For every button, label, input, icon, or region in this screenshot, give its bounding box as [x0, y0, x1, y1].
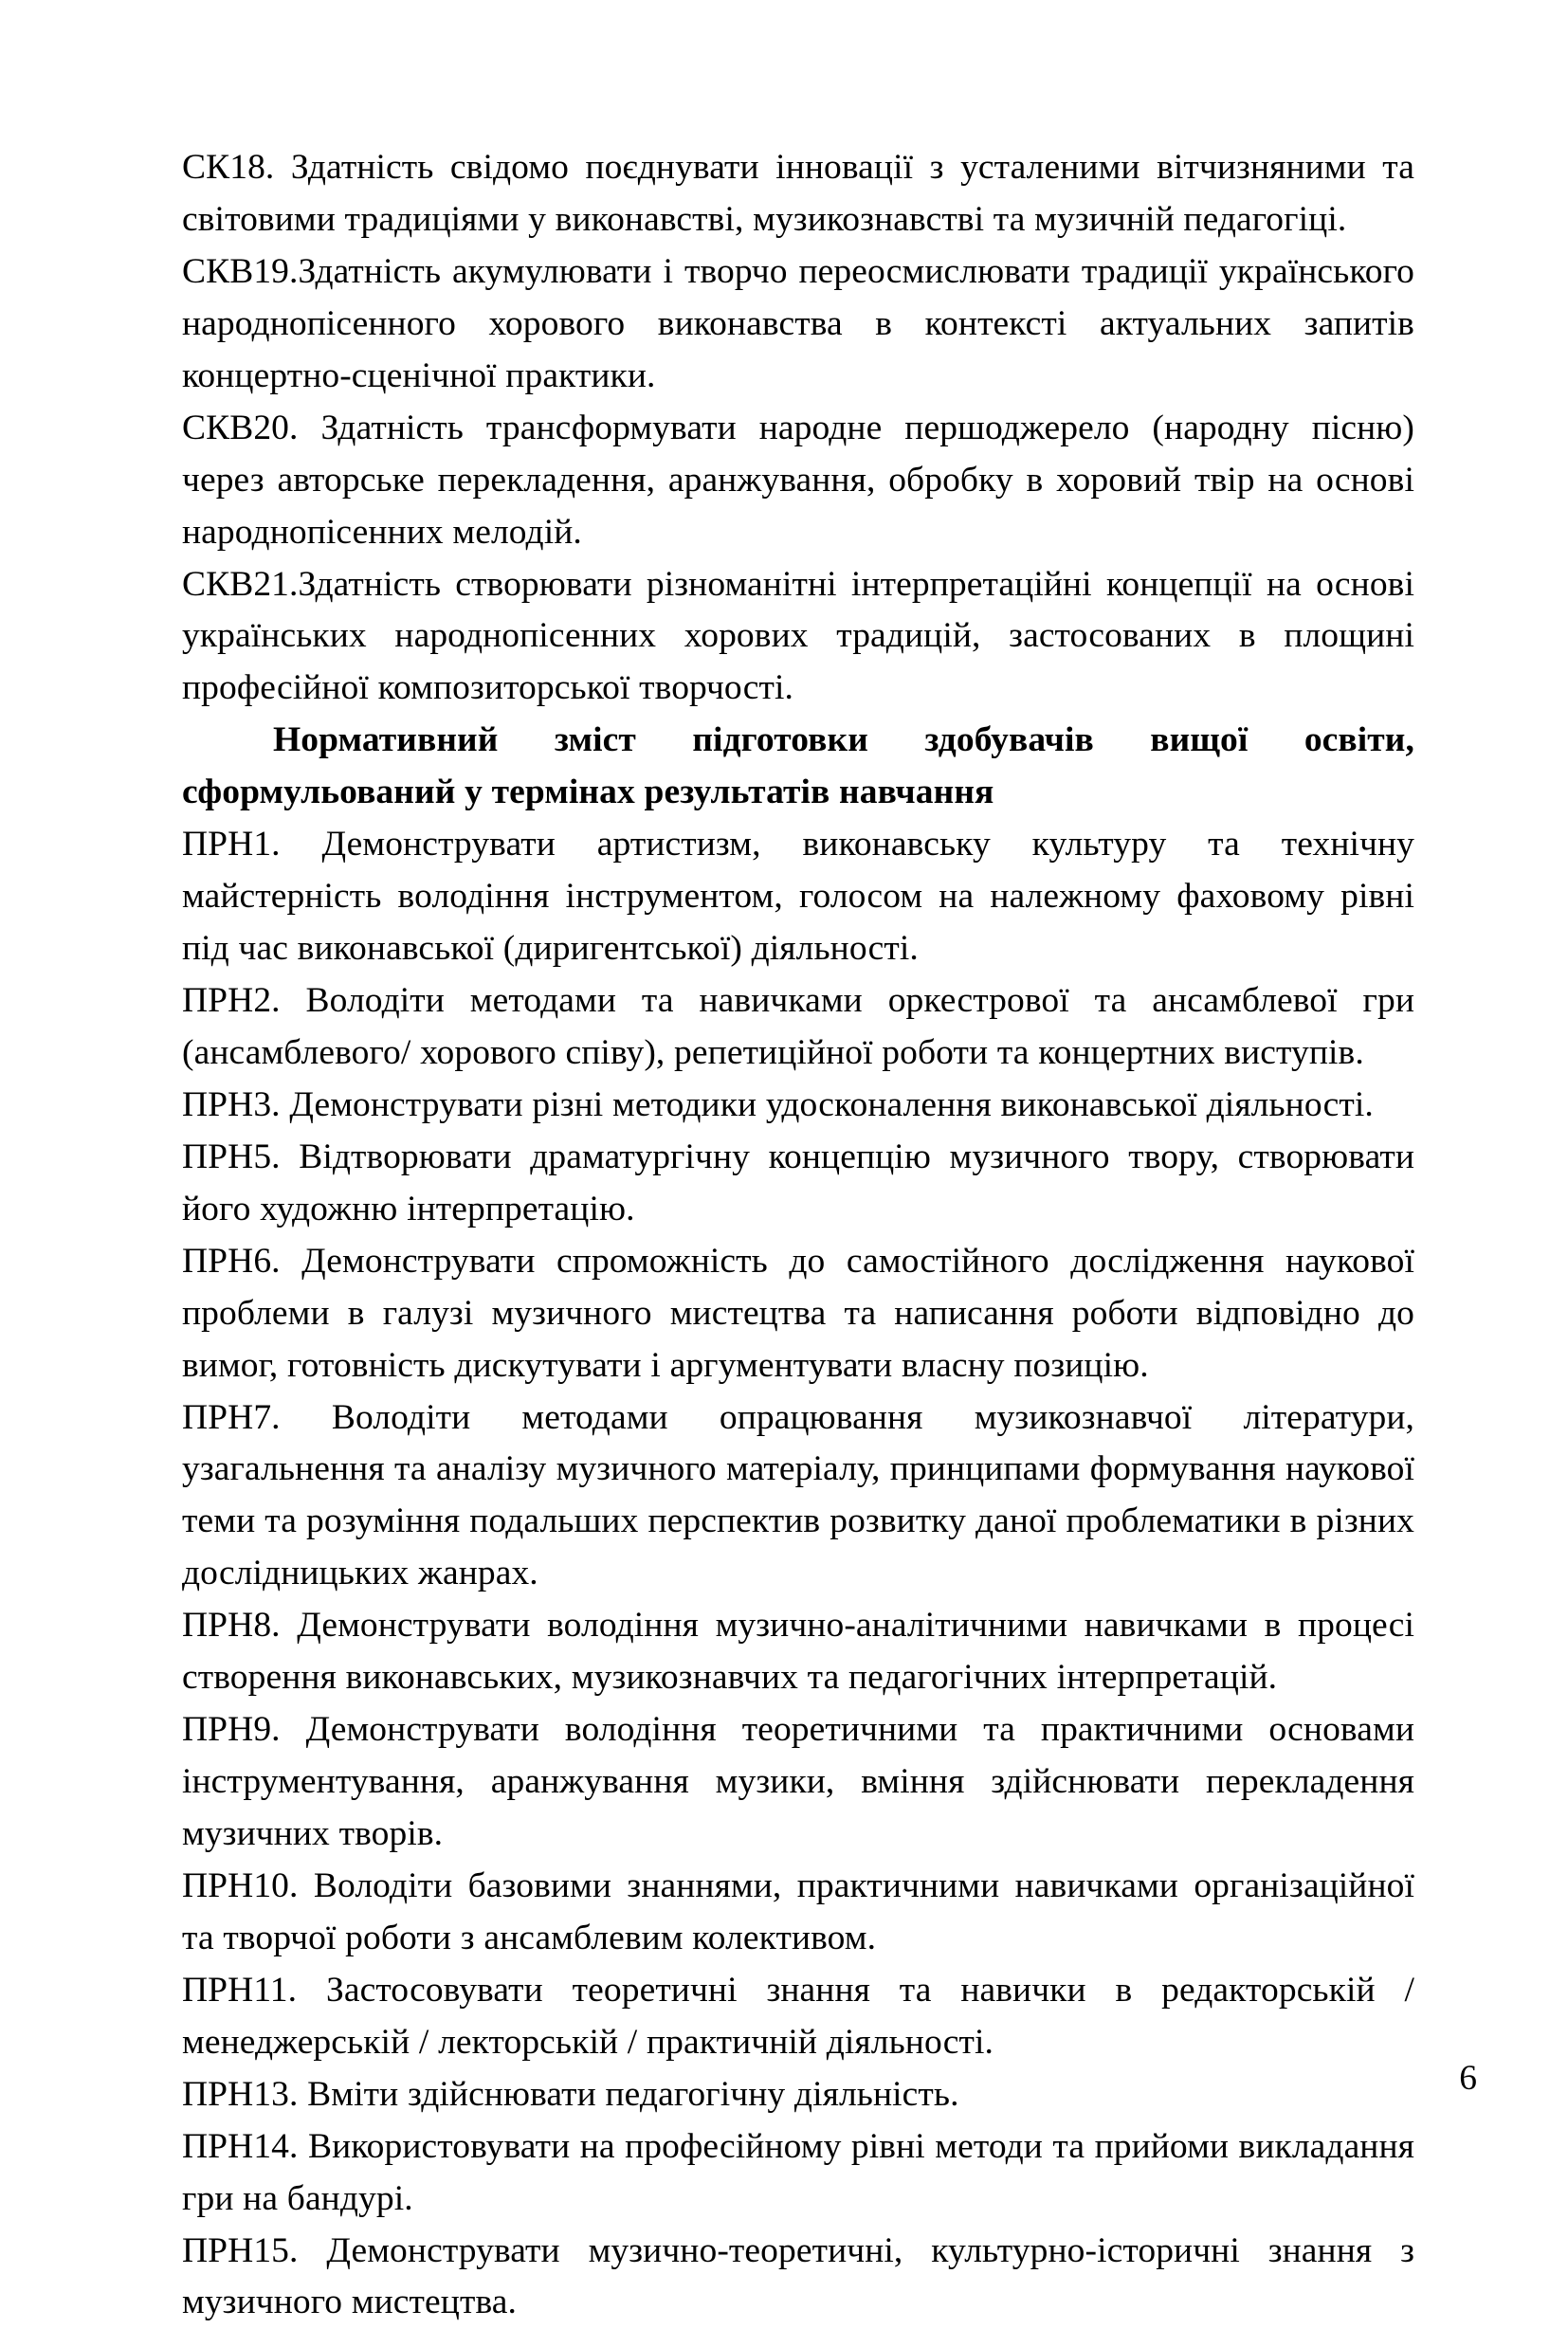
- section-heading-normative-content: Нормативний зміст підготовки здобувачів вищої освіти, сформульований у термінах результатів навчання: [182, 715, 1414, 819]
- learning-outcome-prn10: ПРН10. Володіти базовими знаннями, практичними навичками організаційної та творчої роботи з ансамблевим колективом.: [182, 1861, 1414, 1965]
- learning-outcome-prn9: ПРН9. Демонструвати володіння теоретичними та практичними основами інструментування, аранжування музики, вміння здійснювати перекладення музичних творів.: [182, 1704, 1414, 1861]
- learning-outcome-prn11: ПРН11. Застосовувати теоретичні знання та навички в редакторській / менеджерській / лекторській / практичній діяльності.: [182, 1965, 1414, 2069]
- learning-outcome-prn6: ПРН6. Демонструвати спроможність до самостійного дослідження наукової проблеми в галузі музичного мистецтва та написання роботи відповідно до вимог, готовність дискутувати і аргументувати власну позицію.: [182, 1236, 1414, 1392]
- competency-sk18: СК18. Здатність свідомо поєднувати інновації з усталеними вітчизняними та світовими традиціями у виконавстві, музикознавстві та музичній педагогіці.: [182, 142, 1414, 246]
- learning-outcome-prn15: ПРН15. Демонструвати музично-теоретичні, культурно-історичні знання з музичного мистецтва.: [182, 2226, 1414, 2329]
- learning-outcome-prn13: ПРН13. Вміти здійснювати педагогічну діяльність.: [182, 2069, 1414, 2121]
- competency-skv21: СКВ21.Здатність створювати різноманітні інтерпретаційні концепції на основі українських народнопісенних хорових традицій, застосованих в площині професійної композиторської творчості.: [182, 559, 1414, 716]
- learning-outcome-prn14: ПРН14. Використовувати на професійному рівні методи та прийоми викладання гри на бандурі.: [182, 2121, 1414, 2226]
- learning-outcome-prn5: ПРН5. Відтворювати драматургічну концепцію музичного твору, створювати його художню інтерпретацію.: [182, 1132, 1414, 1236]
- competency-skv20: СКВ20. Здатність трансформувати народне першоджерело (народну пісню) через авторське перекладення, аранжування, обробку в хоровий твір на основі народнопісенних мелодій.: [182, 403, 1414, 559]
- learning-outcome-prn1: ПРН1. Демонструвати артистизм, виконавську культуру та технічну майстерність володіння інструментом, голосом на належному фаховому рівні під час виконавської (диригентської) діяльності.: [182, 819, 1414, 975]
- learning-outcome-prn3: ПРН3. Демонструвати різні методики удосконалення виконавської діяльності.: [182, 1080, 1414, 1132]
- page-number: 6: [1459, 2061, 1477, 2097]
- competency-skv19: СКВ19.Здатність акумулювати і творчо переосмислювати традиції українського народнопісенного хорового виконавства в контексті актуальних запитів концертно-сценічної практики.: [182, 246, 1414, 403]
- learning-outcome-prn8: ПРН8. Демонструвати володіння музично-аналітичними навичками в процесі створення виконавських, музикознавчих та педагогічних інтерпретацій.: [182, 1600, 1414, 1704]
- learning-outcome-prn7: ПРН7. Володіти методами опрацювання музикознавчої літератури, узагальнення та аналізу музичного матеріалу, принципами формування наукової теми та розуміння подальших перспектив розвитку даної проблематики в різних дослідницьких жанрах.: [182, 1392, 1414, 1601]
- page-text-body: [182, 142, 1414, 2329]
- learning-outcome-prn2: ПРН2. Володіти методами та навичками оркестрової та ансамблевої гри (ансамблевого/ хорового співу), репетиційної роботи та концертних виступів.: [182, 975, 1414, 1080]
